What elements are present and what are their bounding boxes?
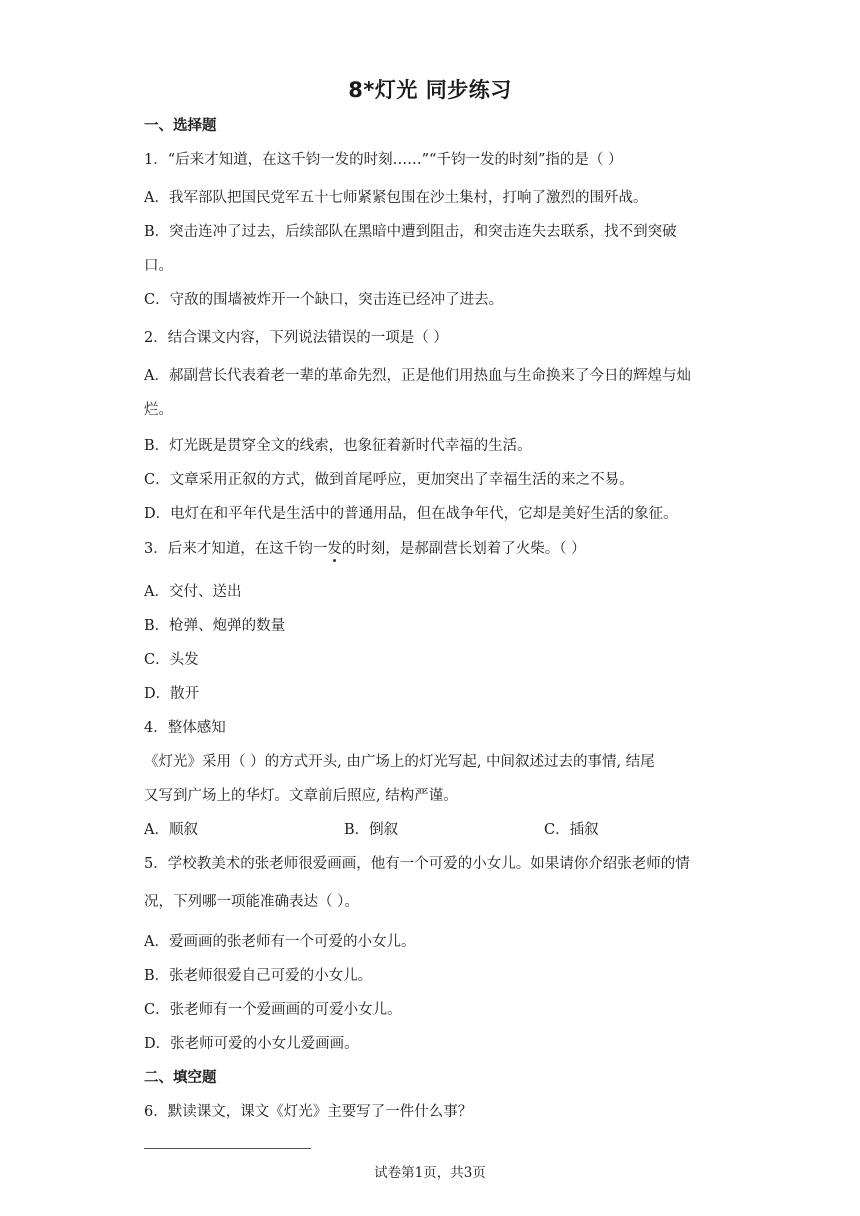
question-5-stem-line-1: 5．学校教美术的张老师很爱画画，他有一个可爱的小女儿。如果请你介绍张老师的情 bbox=[144, 856, 690, 872]
question-2-option-d: D．电灯在和平年代是生活中的普通用品，但在战争年代，它却是美好生活的象征。 bbox=[144, 506, 678, 522]
question-2-option-b: B．灯光既是贯穿全文的线索，也象征着新时代幸福的生活。 bbox=[144, 438, 532, 454]
question-1-option-a: A．我军部队把国民党军五十七师紧紧包围在沙土集村，打响了激烈的围歼战。 bbox=[144, 190, 648, 206]
question-1-stem: 1．“后来才知道，在这千钧一发的时刻……”“千钧一发的时刻”指的是（ ） bbox=[144, 152, 623, 168]
question-5-option-c: C．张老师有一个爱画画的可爱小女儿。 bbox=[144, 1002, 402, 1018]
question-5-stem-line-2: 况，下列哪一项能准确表达（ ）。 bbox=[144, 894, 359, 910]
question-3-option-d: D．散开 bbox=[144, 686, 200, 702]
question-4-option-a: A．顺叙 bbox=[144, 822, 198, 838]
page-title: 8*灯光 同步练习 bbox=[348, 78, 512, 102]
question-4-option-c: C．插叙 bbox=[544, 822, 599, 838]
question-5-option-a: A．爱画画的张老师有一个可爱的小女儿。 bbox=[144, 934, 416, 950]
question-2-option-a: A．郝副营长代表着老一辈的革命先烈，正是他们用热血与生命换来了今日的辉煌与灿 bbox=[144, 368, 691, 384]
question-3-stem-post: 的时刻，是郝副营长划着了火柴。（ ） bbox=[341, 541, 586, 557]
question-1-option-b: B．突击连冲了过去，后续部队在黑暗中遭到阻击，和突击连失去联系，找不到突破 bbox=[144, 224, 677, 240]
question-4-stem: 4．整体感知 bbox=[144, 720, 226, 736]
question-2-option-c: C．文章采用正叙的方式，做到首尾呼应，更加突出了幸福生活的来之不易。 bbox=[144, 472, 634, 488]
page-footer: 试卷第1页，共3页 bbox=[374, 1165, 486, 1181]
question-6-stem: 6．默读课文，课文《灯光》主要写了一件什么事？ bbox=[144, 1104, 473, 1120]
question-3-emphasized-char: 发 bbox=[327, 541, 342, 557]
question-3-stem bbox=[144, 537, 586, 558]
section-heading-choice: 一、选择题 bbox=[144, 118, 217, 134]
question-3-stem-pre: 3．后来才知道，在这千钧一 bbox=[144, 541, 328, 557]
question-1-option-b-cont: 口。 bbox=[144, 258, 173, 274]
question-1-option-c: C．守敌的围墙被炸开一个缺口，突击连已经冲了进去。 bbox=[144, 292, 504, 308]
footnote-rule bbox=[144, 1148, 311, 1149]
question-2-option-a-cont: 烂。 bbox=[144, 402, 173, 418]
question-3-option-a: A．交付、送出 bbox=[144, 584, 242, 600]
section-heading-fill: 二、填空题 bbox=[144, 1070, 217, 1086]
question-3-option-c: C．头发 bbox=[144, 652, 199, 668]
question-2-stem: 2．结合课文内容，下列说法错误的一项是（ ） bbox=[144, 330, 448, 346]
question-3-option-b: B．枪弹、炮弹的数量 bbox=[144, 618, 286, 634]
question-4-text-line-1: 《灯光》采用（ ）的方式开头, 由广场上的灯光写起, 中间叙述过去的事情, 结尾 bbox=[144, 754, 655, 770]
question-4-option-b: B．倒叙 bbox=[344, 822, 399, 838]
question-5-option-d: D．张老师可爱的小女儿爱画画。 bbox=[144, 1036, 359, 1052]
question-5-option-b: B．张老师很爱自己可爱的小女儿。 bbox=[144, 968, 373, 984]
question-4-text-line-2: 又写到广场上的华灯。文章前后照应, 结构严谨。 bbox=[144, 788, 458, 804]
question-4-options bbox=[144, 818, 599, 839]
